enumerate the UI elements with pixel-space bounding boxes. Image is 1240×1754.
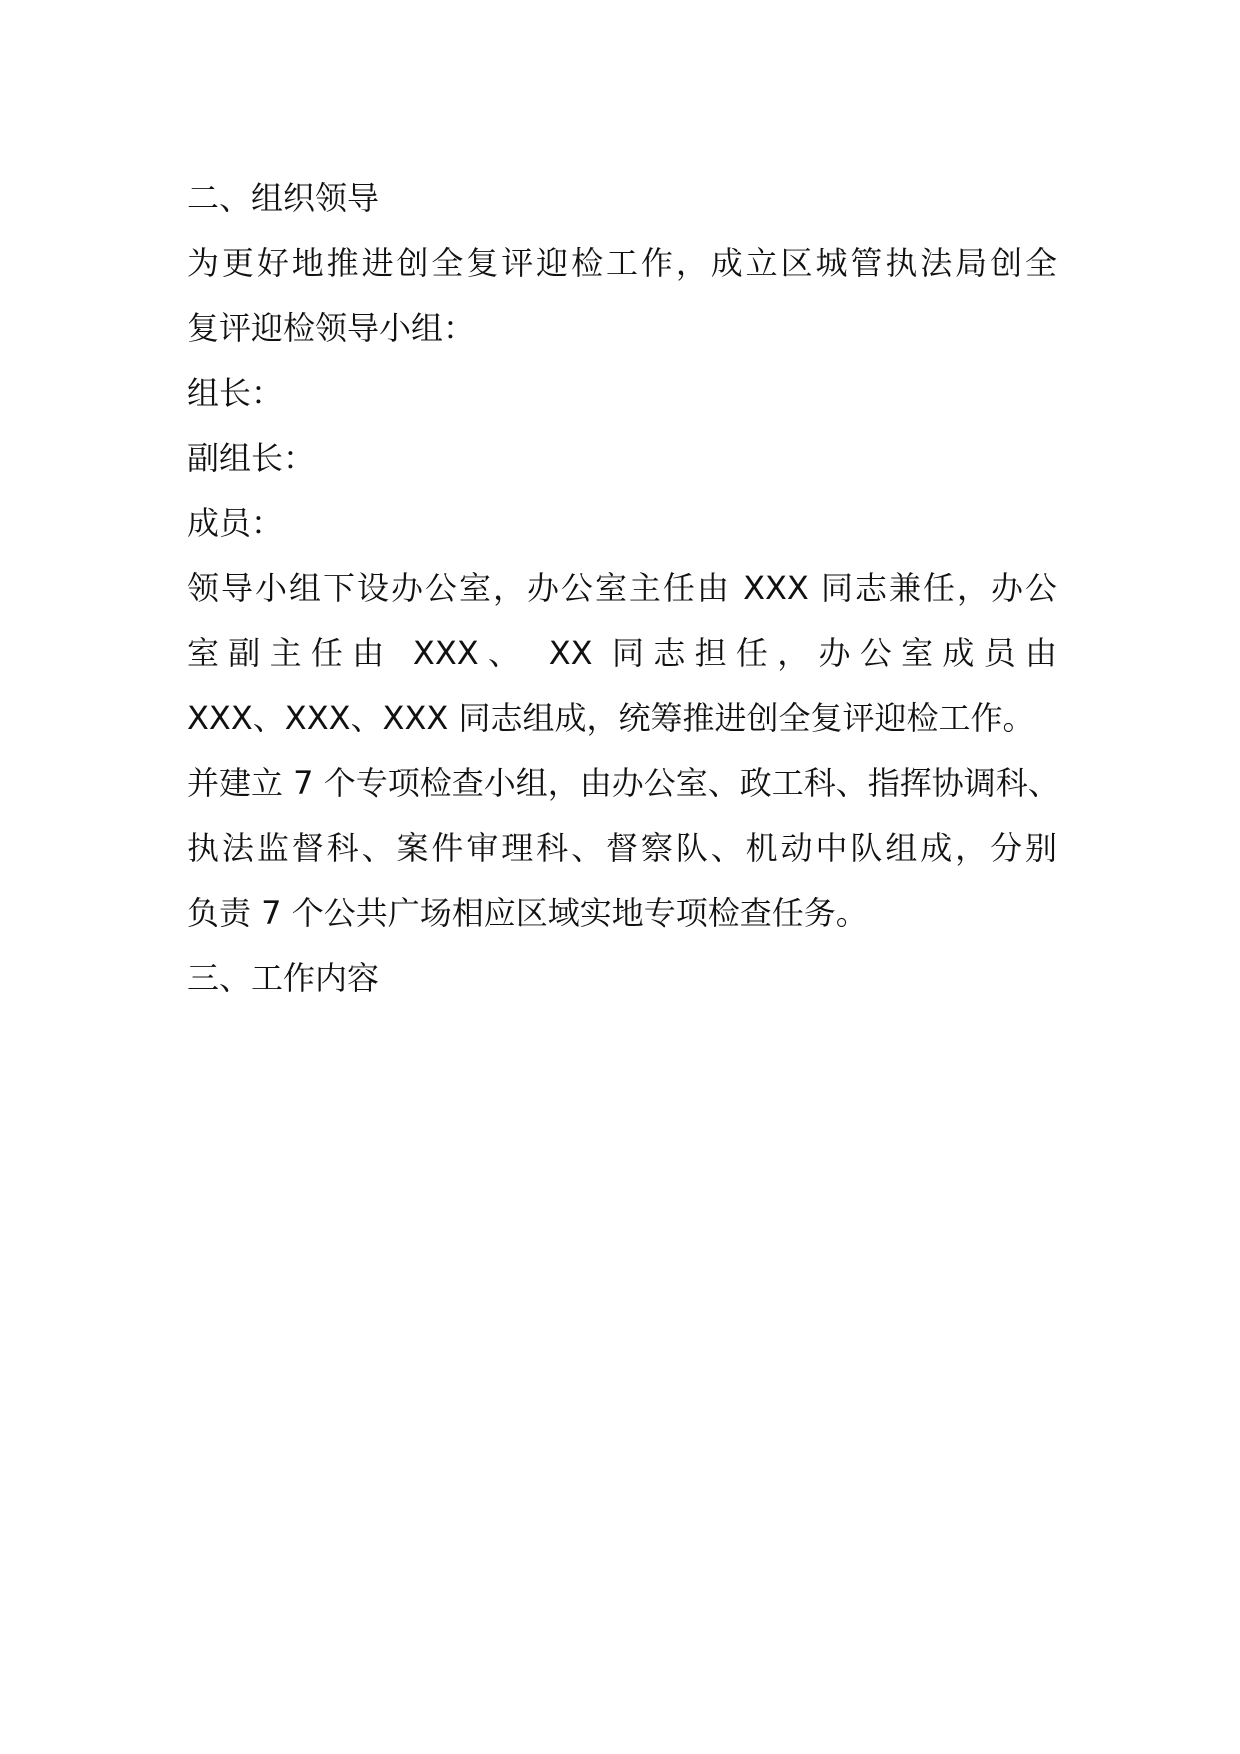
paragraph-groups-line-2: 执法监督科、案件审理科、督察队、机动中队组成，分别: [187, 829, 1057, 867]
section-heading-organization: 二、组织领导: [187, 179, 380, 217]
paragraph-groups-line-1: 并建立 7 个专项检查小组，由办公室、政工科、指挥协调科、: [187, 764, 1060, 802]
deputy-leader-label: 副组长：: [187, 439, 316, 477]
paragraph-office-line-2: 室副主任由 XXX、 XX 同志担任，办公室成员由: [187, 634, 1057, 672]
paragraph-office-line-3: XXX、XXX、XXX 同志组成，统筹推进创全复评迎检工作。: [187, 699, 1035, 737]
members-label: 成员：: [187, 504, 284, 542]
paragraph-groups-line-3: 负责 7 个公共广场相应区域实地专项检查任务。: [187, 894, 868, 932]
paragraph-office-line-1: 领导小组下设办公室，办公室主任由 XXX 同志兼任，办公: [187, 569, 1057, 607]
paragraph-intro-line-2: 复评迎检领导小组：: [187, 309, 476, 347]
group-leader-label: 组长：: [187, 374, 284, 412]
section-heading-work-content: 三、工作内容: [187, 959, 380, 997]
paragraph-intro-line-1: 为更好地推进创全复评迎检工作，成立区城管执法局创全: [187, 244, 1057, 282]
document-body: [187, 166, 1060, 1011]
